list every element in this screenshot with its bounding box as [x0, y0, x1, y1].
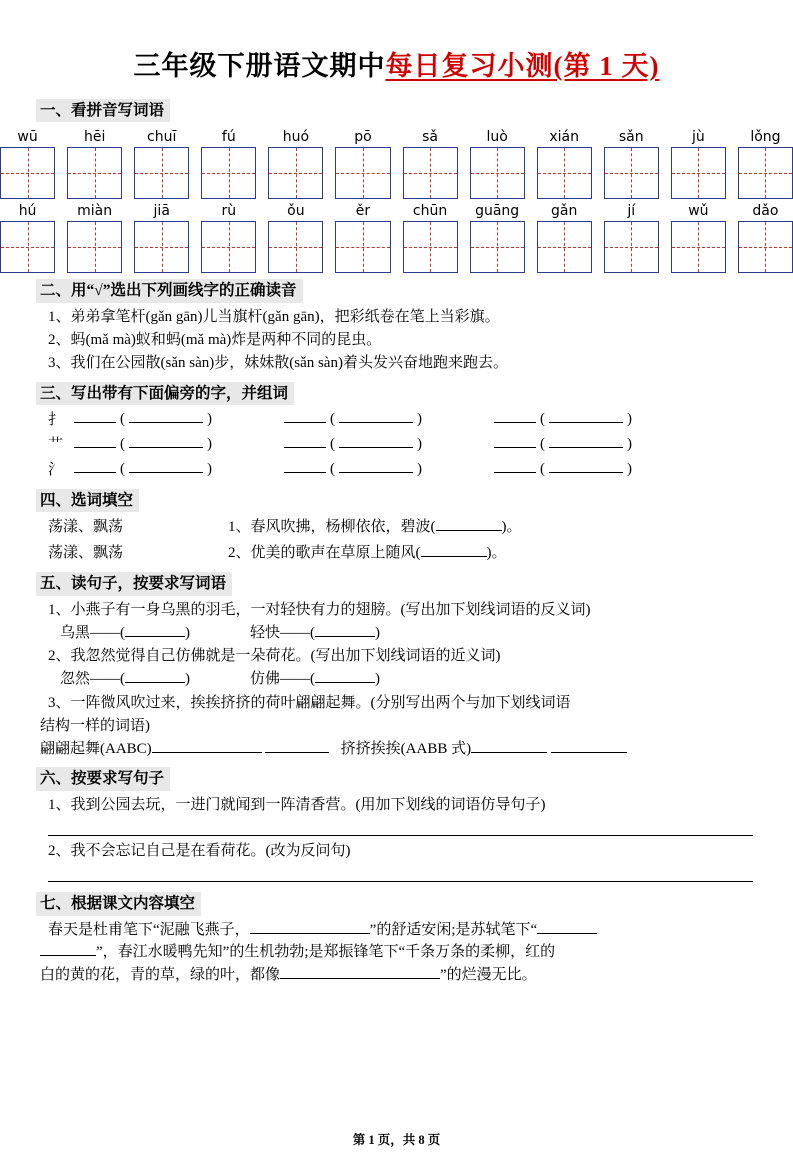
word-bank-1: 荡漾、飘荡: [48, 519, 124, 536]
s5-question-1: [48, 599, 753, 622]
char-blank[interactable]: [74, 433, 116, 448]
pinyin-label: ěr: [355, 203, 371, 220]
s7-blank-4[interactable]: [280, 965, 440, 979]
s7-blank-3[interactable]: [40, 942, 96, 956]
s5-answer-blank[interactable]: [125, 623, 185, 637]
pinyin-label: jù: [691, 129, 705, 146]
pinyin-label: chuī: [147, 129, 177, 146]
pinyin-label: wū: [17, 129, 38, 146]
char-blank[interactable]: [494, 458, 536, 473]
s5-q3-text: 3、一阵微风吹过来，挨挨挤挤的荷叶翩翩起舞。(分别写出两个与加下划线词语: [48, 694, 571, 711]
pinyin-label: lǒng: [750, 129, 781, 146]
paren-close: ): [417, 411, 422, 428]
word-blank[interactable]: [129, 408, 203, 423]
tianzige-cell[interactable]: [738, 221, 793, 273]
radical-answer-group[interactable]: [494, 458, 704, 478]
pinyin-label: guāng: [475, 203, 520, 220]
word-blank[interactable]: [549, 458, 623, 473]
paren-open: (: [540, 411, 545, 428]
radical-answer-group[interactable]: [74, 458, 284, 478]
paren-close: ): [417, 436, 422, 453]
s6-question-2: 2、我不会忘记自己是在看荷花。(改为反问句): [48, 843, 351, 859]
pinyin-label: huó: [282, 129, 310, 146]
tianzige-cell[interactable]: [134, 221, 189, 273]
tianzige-cell[interactable]: [470, 221, 525, 273]
tianzige-cell[interactable]: [335, 147, 390, 199]
pinyin-row-1-labels: [0, 129, 793, 145]
s5-question-3: [48, 692, 753, 715]
paren-open: (: [120, 411, 125, 428]
section-heading-7: 七、根据课文内容填空: [36, 892, 201, 915]
word-bank-2: 荡漾、飘荡: [48, 544, 124, 561]
paren-open: (: [330, 436, 335, 453]
s2-item-1: 1、弟弟拿笔杆(gǎn gān)儿当旗杆(gǎn gān)，把彩纸卷在笔上当彩旗。: [48, 308, 500, 325]
pinyin-block: [0, 129, 793, 273]
pinyin-label: dǎo: [752, 203, 779, 220]
page-title: [0, 44, 793, 83]
radical-answer-group[interactable]: [74, 433, 284, 453]
paren-close: ): [627, 411, 632, 428]
tianzige-cell[interactable]: [67, 221, 122, 273]
tianzige-cell[interactable]: [268, 221, 323, 273]
section-heading-4: 四、选词填空: [36, 489, 139, 512]
tianzige-cell[interactable]: [335, 221, 390, 273]
paren-close: ): [417, 461, 422, 478]
tianzige-cell[interactable]: [67, 147, 122, 199]
radical-row-2: [48, 433, 793, 454]
s6-answer-line-2[interactable]: [48, 866, 753, 882]
s5-q2-text: 2、我忽然觉得自己仿佛就是一朵荷花。(写出加下划线词语的近义词): [48, 648, 501, 665]
radical-label: 氵: [48, 459, 64, 478]
char-blank[interactable]: [494, 408, 536, 423]
s5-q3-blank[interactable]: [551, 739, 627, 753]
tianzige-cell[interactable]: [671, 147, 726, 199]
tianzige-cell[interactable]: [671, 221, 726, 273]
pinyin-row-2-labels: [0, 203, 793, 219]
s4-row-1: [48, 515, 793, 541]
s4-q1-text: 1、春风吹拂，杨柳依依，碧波(: [228, 519, 436, 536]
s5-q3-blank[interactable]: [265, 739, 329, 753]
s5-q3-blank[interactable]: [471, 739, 547, 753]
page-footer: 第 1 页，共 8 页: [352, 1133, 441, 1147]
paren-close: ): [627, 436, 632, 453]
pinyin-label: chūn: [412, 203, 448, 220]
tianzige-cell[interactable]: [0, 147, 55, 199]
tianzige-cell[interactable]: [201, 147, 256, 199]
tianzige-cell[interactable]: [537, 221, 592, 273]
radical-label: 扌: [48, 409, 64, 428]
pinyin-label: hēi: [83, 129, 106, 146]
tianzige-cell[interactable]: [201, 221, 256, 273]
s4-row-2: [48, 541, 793, 567]
s5-question-3-cont: 结构一样的词语): [40, 717, 150, 734]
s4-q1-blank[interactable]: [436, 517, 502, 531]
s5-q1-pair-2: 轻快——(: [250, 624, 315, 641]
s5-answer-blank[interactable]: [315, 669, 375, 683]
pinyin-label: luò: [486, 129, 508, 146]
s7-blank-2[interactable]: [537, 920, 597, 934]
pinyin-label: hú: [18, 203, 37, 220]
word-blank[interactable]: [129, 458, 203, 473]
s5-q3-answer-1: 翩翩起舞(AABC): [40, 741, 152, 758]
paren-open: (: [540, 461, 545, 478]
title-black: 三年级下册语文期中: [133, 51, 386, 81]
s5-q3-blank[interactable]: [152, 739, 262, 753]
tianzige-cell[interactable]: [537, 147, 592, 199]
s5-q1-text: 1、小燕子有一身乌黑的羽毛，一对轻快有力的翅膀。(写出加下划线词语的反义词): [48, 601, 591, 618]
tianzige-cell[interactable]: [470, 147, 525, 199]
paren-close: ): [207, 411, 212, 428]
s6-answer-line-1[interactable]: [48, 820, 753, 836]
s7-text-5: ”的烂漫无比。: [440, 966, 537, 983]
s5-answer-row-1: 乌黑——( ) 轻快——( ): [60, 624, 380, 641]
pinyin-label: sǎn: [618, 129, 644, 146]
pinyin-label: wǔ: [688, 203, 709, 220]
s5-q3-answer-2: 挤挤挨挨(AABB 式): [340, 741, 472, 758]
paren-close: ): [207, 436, 212, 453]
s5-answer-blank[interactable]: [125, 669, 185, 683]
s7-paragraph: [48, 919, 753, 942]
tianzige-cell[interactable]: [403, 147, 458, 199]
s2-item-2: 2、蚂(mǎ mà)蚁和蚂(mǎ mà)炸是两种不同的昆虫。: [48, 332, 382, 348]
pinyin-row-2-cells: [0, 221, 793, 273]
tianzige-cell[interactable]: [268, 147, 323, 199]
pinyin-label: xián: [549, 129, 580, 146]
s5-answer-row-3: [40, 738, 753, 761]
pinyin-label: jí: [627, 203, 636, 220]
section-heading-3: 三、写出带有下面偏旁的字，并组词: [36, 382, 294, 405]
word-blank[interactable]: [129, 433, 203, 448]
pinyin-label: fú: [221, 129, 236, 146]
s5-question-2: [48, 645, 753, 668]
tianzige-cell[interactable]: [604, 147, 659, 199]
s7-paragraph-2: [40, 941, 753, 964]
radical-answer-group[interactable]: [494, 408, 704, 428]
word-blank[interactable]: [339, 408, 413, 423]
word-blank[interactable]: [549, 408, 623, 423]
s4-q2-text: 2、优美的歌声在草原上随风(: [228, 544, 421, 561]
radical-answer-group[interactable]: [284, 458, 494, 478]
pinyin-label: miàn: [77, 203, 113, 220]
pinyin-label: pō: [354, 129, 372, 146]
s4-q1-end: )。: [501, 519, 522, 536]
char-blank[interactable]: [284, 433, 326, 448]
radical-answer-group[interactable]: [74, 408, 284, 428]
tianzige-cell[interactable]: [0, 221, 55, 273]
paren-close: ): [207, 461, 212, 478]
s7-text-4: 白的黄的花，青的草，绿的叶，都像: [40, 966, 281, 983]
paren-open: (: [120, 461, 125, 478]
char-blank[interactable]: [284, 458, 326, 473]
s7-text-3: ”，春江水暖鸭先知”的生机勃勃;是郑振锋笔下“千条万条的柔柳，红的: [96, 944, 556, 961]
radical-label: 艹: [48, 434, 64, 453]
pinyin-label: rù: [221, 203, 237, 220]
s4-q2-blank[interactable]: [421, 543, 487, 557]
word-blank[interactable]: [339, 433, 413, 448]
char-blank[interactable]: [494, 433, 536, 448]
s5-q1-pair-1: 乌黑——(: [60, 624, 125, 641]
worksheet-page: [0, 44, 793, 1166]
s7-text-2: ”的舒适安闲;是苏轼笔下“: [369, 921, 538, 938]
pinyin-label: ǒu: [287, 203, 305, 220]
tianzige-cell[interactable]: [403, 221, 458, 273]
tianzige-cell[interactable]: [738, 147, 793, 199]
s7-blank-1[interactable]: [250, 920, 370, 934]
radical-row-3: [48, 458, 793, 479]
pinyin-label: sǎ: [422, 129, 438, 146]
radical-answer-group[interactable]: [284, 433, 494, 453]
title-red: 每日复习小测(第 1 天): [385, 51, 660, 81]
char-blank[interactable]: [74, 408, 116, 423]
char-blank[interactable]: [284, 408, 326, 423]
word-blank[interactable]: [549, 433, 623, 448]
paren-close: ): [627, 461, 632, 478]
s7-paragraph-3: [40, 964, 753, 987]
section-heading-2: 二、用“√”选出下列画线字的正确读音: [36, 279, 303, 302]
s5-answer-blank[interactable]: [315, 623, 375, 637]
tianzige-cell[interactable]: [134, 147, 189, 199]
pinyin-row-1-cells: [0, 147, 793, 199]
section-heading-6: 六、按要求写句子: [36, 767, 170, 790]
pinyin-label: gǎn: [551, 203, 578, 220]
s5-q2-pair-2: 仿佛——(: [250, 671, 315, 688]
section-heading-5: 五、读句子，按要求写词语: [36, 572, 232, 595]
section-heading-1: 一、看拼音写词语: [36, 99, 170, 122]
s6-question-1: 1、我到公园去玩，一进门就闻到一阵清香营。(用加下划线的词语仿导句子): [48, 796, 546, 813]
radical-row-1: [48, 408, 793, 429]
radical-answer-group[interactable]: [284, 408, 494, 428]
pinyin-label: jiā: [153, 203, 170, 220]
s4-question-2: [228, 541, 793, 567]
word-blank[interactable]: [339, 458, 413, 473]
paren-open: (: [120, 436, 125, 453]
char-blank[interactable]: [74, 458, 116, 473]
paren-open: (: [330, 461, 335, 478]
paren-open: (: [540, 436, 545, 453]
tianzige-cell[interactable]: [604, 221, 659, 273]
s5-answer-row-2: 忽然——( ) 仿佛——( ): [60, 671, 380, 688]
s4-q2-end: )。: [486, 544, 507, 561]
s2-item-3: 3、我们在公园散(sǎn sàn)步，妹妹散(sǎn sàn)着头发兴奋地跑来跑去。: [48, 355, 508, 372]
s4-question-1: [228, 515, 793, 541]
radical-answer-group[interactable]: [494, 433, 704, 453]
s5-q2-pair-1: 忽然——(: [60, 671, 125, 688]
paren-open: (: [330, 411, 335, 428]
s7-text-1: 春天是杜甫笔下“泥融飞燕子，: [48, 921, 250, 938]
